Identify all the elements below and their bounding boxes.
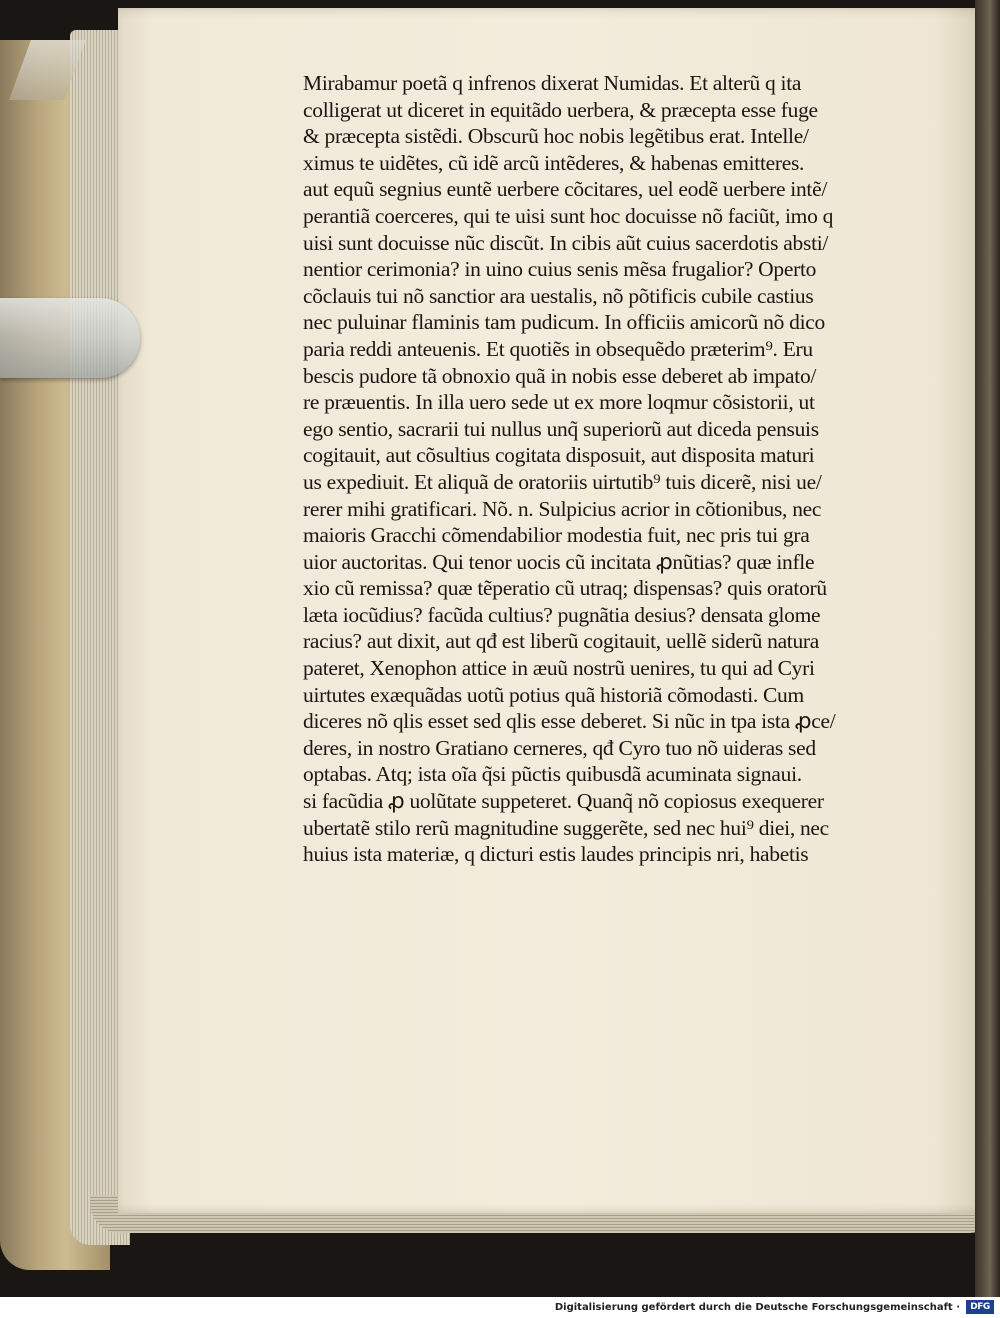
text-line: ximus te uidẽtes, cũ idẽ arcũ intẽderes, & habenas emitteres. <box>303 150 805 175</box>
text-line: uior auctoritas. Qui tenor uocis cũ incitata ꝓnũtias? quæ inflе <box>303 549 815 574</box>
text-line: paria reddi anteuenis. Et quotiẽs in obsequẽdo præterim⁹. Eru <box>303 336 813 361</box>
text-line: racius? aut dixit, aut qđ est liberũ cogitauit, uellẽ siderũ natura <box>303 629 820 654</box>
digitization-footer <box>0 1297 1000 1318</box>
gutter-shadow <box>975 0 1000 1297</box>
text-line: huius ista materiæ, q dicturi estis laudes principis nri, habetis <box>303 842 809 867</box>
text-line: nentior cerimonia? in uino cuius senis mẽsa frugalior? Operto <box>303 257 817 282</box>
text-line: maioris Gracchi cõmendabilior modestia fuit, nec pris tui gra <box>303 523 810 548</box>
text-line: & præcepta sistẽdi. Obscurũ hoc nobis legẽtibus erat. Intelle/ <box>303 124 809 149</box>
text-line: diceres nõ qlis esset sed qlis esse deberet. Si nũc in tpa ista ꝓce/ <box>303 709 836 734</box>
text-line: ubertatẽ stilo rerũ magnitudine suggerẽte, sed nec hui⁹ diei, nec <box>303 815 829 840</box>
text-line: læta iocũdius? facũda cultius? pugnãtia desius? densata glome <box>303 602 821 627</box>
text-line: cõclauis tui nõ sanctior ara uestalis, nõ põtificis cubile castius <box>303 283 814 308</box>
text-line: perantiã coerceres, qui te uisi sunt hoc docuisse nõ faciũt, imo q <box>303 203 834 228</box>
text-line: nec puluinar flaminis tam pudicum. In officiis amicorũ nõ dico <box>303 310 825 335</box>
text-line: optabas. Atq; ista oĩa q̃si pũctis quibusdã acuminata signaui. <box>303 762 802 787</box>
text-line: pateret, Xenophon attice in æuũ nostrũ uenires, tu qui ad Cyri <box>303 656 815 681</box>
text-line: uirtutes exæquãdas uotũ potius quã historiã cõmodasti. Cum <box>303 682 804 707</box>
text-line: cogitauit, aut cõsultius cogitata disposuit, aut disposita maturi <box>303 443 815 468</box>
funding-credit: Digitalisierung gefördert durch die Deutsche Forschungsgemeinschaft · <box>554 1302 960 1313</box>
text-line: uisi sunt docuisse nũc discũt. In cibis aũt cuius sacerdotis absti/ <box>303 230 829 255</box>
text-line: Mirabamur poetã q infrenos dixerat Numidas. Et alterũ q ita <box>303 71 802 95</box>
text-line: deres, in nostro Gratiano cerneres, qđ Cyro tuo nõ uideras sed <box>303 735 816 760</box>
text-line: colligerat ut diceret in equitãdo uerbera, & præcepta esse fuge <box>303 97 818 122</box>
text-line: aut equũ segnius euntẽ uerbere cõcitares, uel eodẽ uerbere intẽ/ <box>303 177 828 202</box>
text-line: re præuentis. In illa uero sede ut ex more loqmur cõsistorii, ut <box>303 390 815 415</box>
text-line: si facũdia ꝓ uolũtate suppeteret. Quanq̃ nõ copiosus exequerer <box>303 789 824 814</box>
text-line: bescis pudore tã obnoxio quã in nobis esse deberet ab impato/ <box>303 363 817 388</box>
dfg-logo: DFG <box>966 1300 994 1314</box>
text-line: xio cũ remissa? quæ tẽperatio cũ utraq; dispensas? quis oratorũ <box>303 576 827 601</box>
text-line: ego sentio, sacrarii tui nullus unq̃ superiorũ aut diceda pensuis <box>303 416 819 441</box>
text-line: us expediuit. Et aliquã de oratoriis uirtutib⁹ tuis dicerẽ, nisi ue/ <box>303 469 822 494</box>
glass-page-weight <box>0 298 140 378</box>
text-line: rerer mihi gratificari. Nõ. n. Sulpicius acrior in cõtionibus, nec <box>303 496 822 521</box>
text-block <box>303 70 923 868</box>
